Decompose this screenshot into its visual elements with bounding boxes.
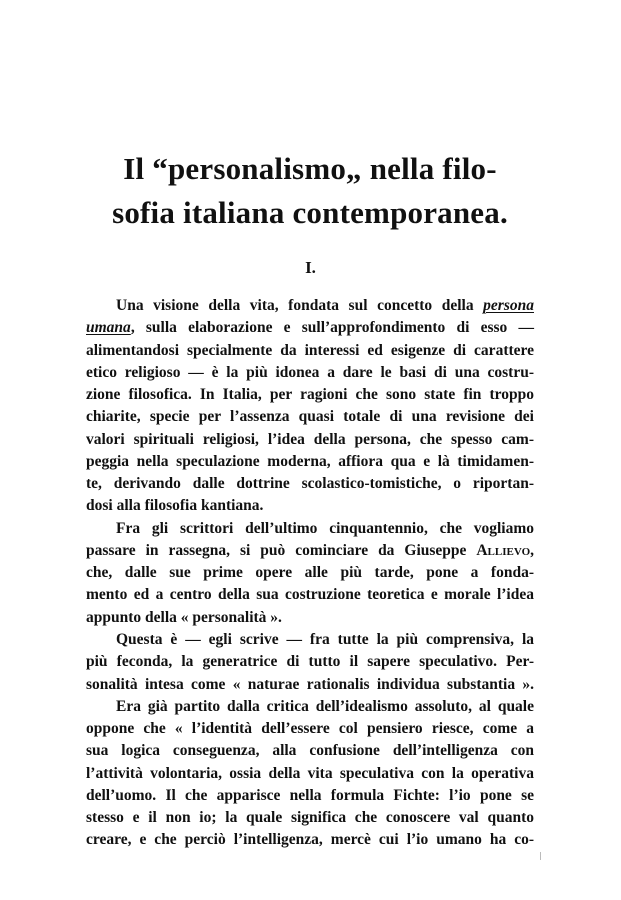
chapter-title-line-1: Il “personalismo„ nella filo-	[123, 151, 497, 186]
body-line: peggia nella speculazione moderna, affiora qua e là timidamen-	[86, 453, 534, 470]
body-line: mento ed a centro della sua costruzione teoretica e morale l’idea	[86, 586, 534, 603]
body-line: Era già partito dalla critica dell’idealismo assoluto, al quale	[116, 698, 534, 715]
body-line: sonalità intesa come « naturae rationalis individua substantia ».	[86, 676, 534, 693]
body-line: etico religioso — è la più idonea a dare le basi di una costru-	[86, 364, 534, 381]
body-line: te, derivando dalle dottrine scolastico-tomistiche, o riportan-	[86, 475, 534, 492]
body-line: stesso e il non io; la quale significa che conoscere val quanto	[86, 809, 534, 826]
body-line: l’attività volontaria, ossia della vita speculativa con la operativa	[86, 765, 534, 782]
body-line: chiarite, specie per l’assenza quasi totale di una revisione dei	[86, 408, 534, 425]
body-line: Questa è — egli scrive — fra tutte la più comprensiva, la	[116, 631, 534, 648]
body-line: Fra gli scrittori dell’ultimo cinquantennio, che vogliamo	[116, 520, 534, 537]
body-line: creare, e che perciò l’intelligenza, mercè cui l’io umano ha co-	[86, 831, 534, 848]
body-line: dell’uomo. Il che apparisce nella formula Fichte: l’io pone se	[86, 787, 534, 804]
chapter-title-line-2: sofia italiana contemporanea.	[112, 195, 508, 230]
body-line: che, dalle sue prime opere alle più tarde, pone a fonda-	[86, 564, 534, 581]
body-line: oppone che « l’identità dell’essere col pensiero riesce, come a	[86, 720, 534, 737]
body-line: appunto della « personalità ».	[86, 609, 282, 626]
body-line: dosi alla filosofia kantiana.	[86, 497, 264, 514]
underlined-term: persona	[483, 297, 534, 314]
body-text: ,	[530, 542, 534, 559]
body-line: sua logica conseguenza, alla confusione dell’intelligenza con	[86, 742, 534, 759]
body-text: , sulla elaborazione e sull’approfondimento di esso —	[130, 319, 534, 336]
scan-artifact-mark	[540, 852, 541, 860]
body-line	[86, 540, 534, 562]
author-name: Allievo	[476, 542, 531, 559]
body-line: valori spirituali religiosi, l’idea della persona, che spesso cam-	[86, 431, 534, 448]
body-line: alimentandosi specialmente da interessi ed esigenze di carattere	[86, 342, 534, 359]
body-text: passare in rassegna, si può cominciare da Giuseppe	[86, 542, 477, 559]
body-line	[86, 317, 534, 339]
body-line: più feconda, la generatrice di tutto il sapere speculativo. Per-	[86, 653, 534, 670]
body-line	[116, 295, 534, 317]
section-number: I.	[305, 258, 316, 277]
body-text: Una visione della vita, fondata sul concetto della	[116, 297, 484, 314]
underlined-term: umana	[86, 319, 131, 336]
body-line: zione filosofica. In Italia, per ragioni che sono state fin troppo	[86, 386, 534, 403]
